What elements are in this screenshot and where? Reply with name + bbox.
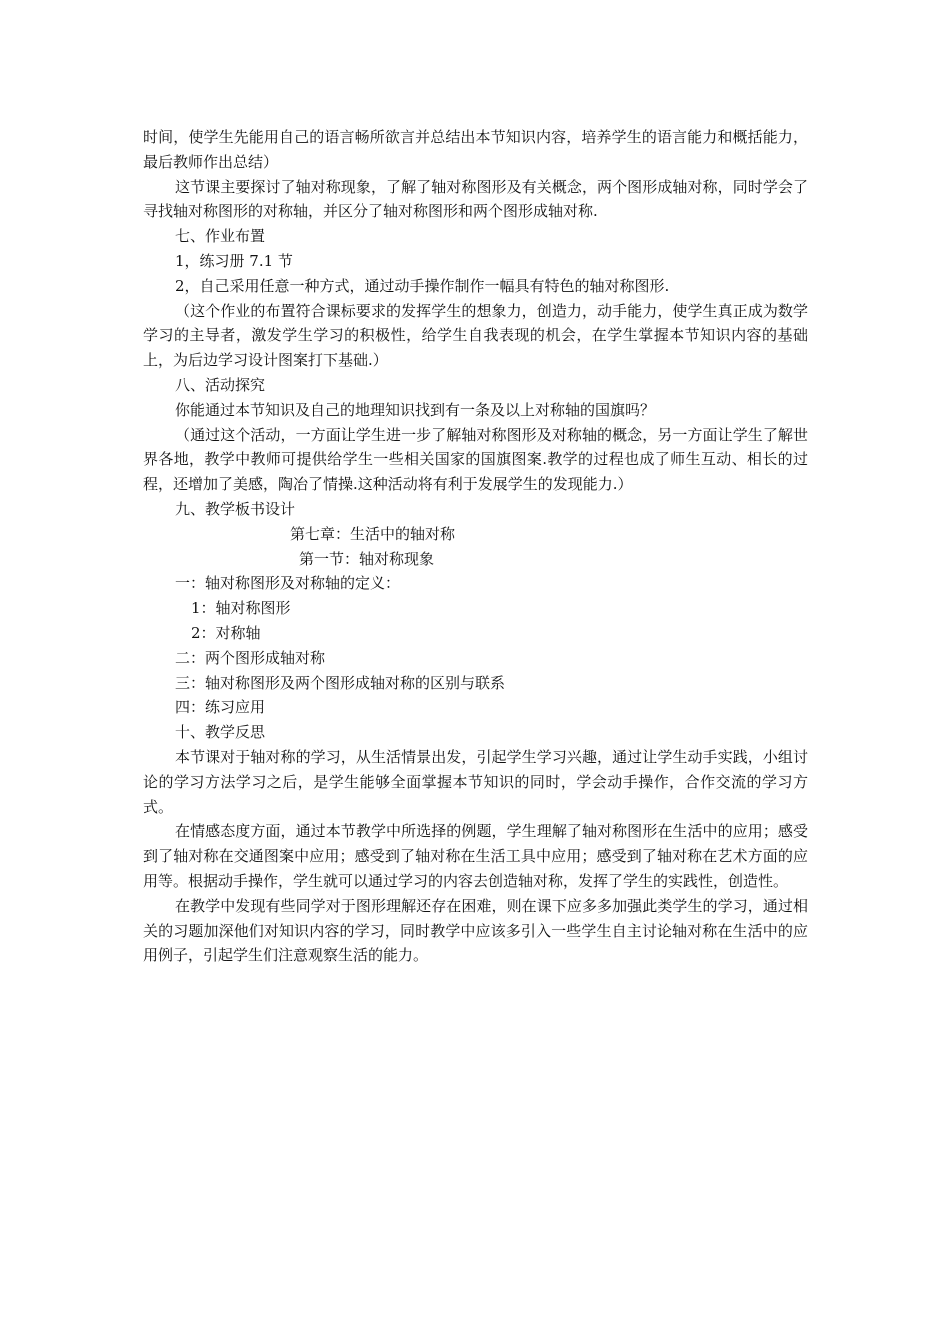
board-subitem-2: 2：对称轴: [191, 623, 261, 642]
homework-item-1: 1，练习册 7.1 节: [175, 251, 293, 270]
board-section-title: 第一节：轴对称现象: [299, 549, 435, 568]
board-item-3: 三：轴对称图形及两个图形成轴对称的区别与联系: [175, 673, 506, 692]
paragraph-reflection-3: 在教学中发现有些同学对于图形理解还存在困难，则在课下应多多加强此类学生的学习，通过相关的习题加深他们对知识内容的学习，同时教学中应该多引入一些学生自主讨论轴对称在生活中的应用例子，引起学生们注意观察生活的能力。: [143, 896, 808, 965]
paragraph-activity-note: （通过这个活动，一方面让学生进一步了解轴对称图形及对称轴的概念，另一方面让学生了解世界各地，教学中教师可提供给学生一些相关国家的国旗图案.教学的过程也成了师生互动、相长的过程，还增加了美感，陶冶了情操.这种活动将有利于发展学生的发现能力.）: [143, 425, 808, 494]
homework-item-2: 2，自己采用任意一种方式，通过动手操作制作一幅具有特色的轴对称图形.: [175, 276, 670, 295]
paragraph-homework-note: （这个作业的布置符合课标要求的发挥学生的想象力，创造力，动手能力，使学生真正成为数学学习的主导者，激发学生学习的积极性，给学生自我表现的机会，在学生掌握本节知识内容的基础上，为后边学习设计图案打下基础.）: [143, 301, 808, 370]
board-item-2: 二：两个图形成轴对称: [175, 648, 326, 667]
board-chapter-title: 第七章：生活中的轴对称: [290, 524, 456, 543]
activity-question: 你能通过本节知识及自己的地理知识找到有一条及以上对称轴的国旗吗？: [175, 400, 656, 419]
board-item-4: 四：练习应用: [175, 698, 266, 717]
heading-homework: 七、作业布置: [175, 227, 266, 246]
board-subitem-1: 1：轴对称图形: [191, 599, 291, 618]
heading-reflection: 十、教学反思: [175, 723, 266, 742]
paragraph-reflection-2: 在情感态度方面，通过本节教学中所选择的例题，学生理解了轴对称图形在生活中的应用；感受到了轴对称在交通图案中应用；感受到了轴对称在生活工具中应用；感受到了轴对称在艺术方面的应用等。根据动手操作，学生就可以通过学习的内容去创造轴对称，发挥了学生的实践性，创造性。: [143, 822, 808, 890]
paragraph-reflection-1: 本节课对于轴对称的学习，从生活情景出发，引起学生学习兴趣，通过让学生动手实践，小组讨论的学习方法学习之后，是学生能够全面掌握本节知识的同时，学会动手操作，合作交流的学习方式。: [143, 747, 808, 816]
document-page: [143, 125, 808, 968]
heading-activity: 八、活动探究: [175, 375, 266, 394]
paragraph-summary-end: 时间，使学生先能用自己的语言畅所欲言并总结出本节知识内容，培养学生的语言能力和概括能力，最后教师作出总结）: [143, 128, 808, 171]
paragraph-lesson-summary: 这节课主要探讨了轴对称现象，了解了轴对称图形及有关概念，两个图形成轴对称，同时学会了寻找轴对称图形的对称轴，并区分了轴对称图形和两个图形成轴对称.: [143, 177, 808, 221]
board-item-1: 一：轴对称图形及对称轴的定义：: [175, 574, 401, 593]
heading-board-design: 九、教学板书设计: [175, 499, 296, 518]
